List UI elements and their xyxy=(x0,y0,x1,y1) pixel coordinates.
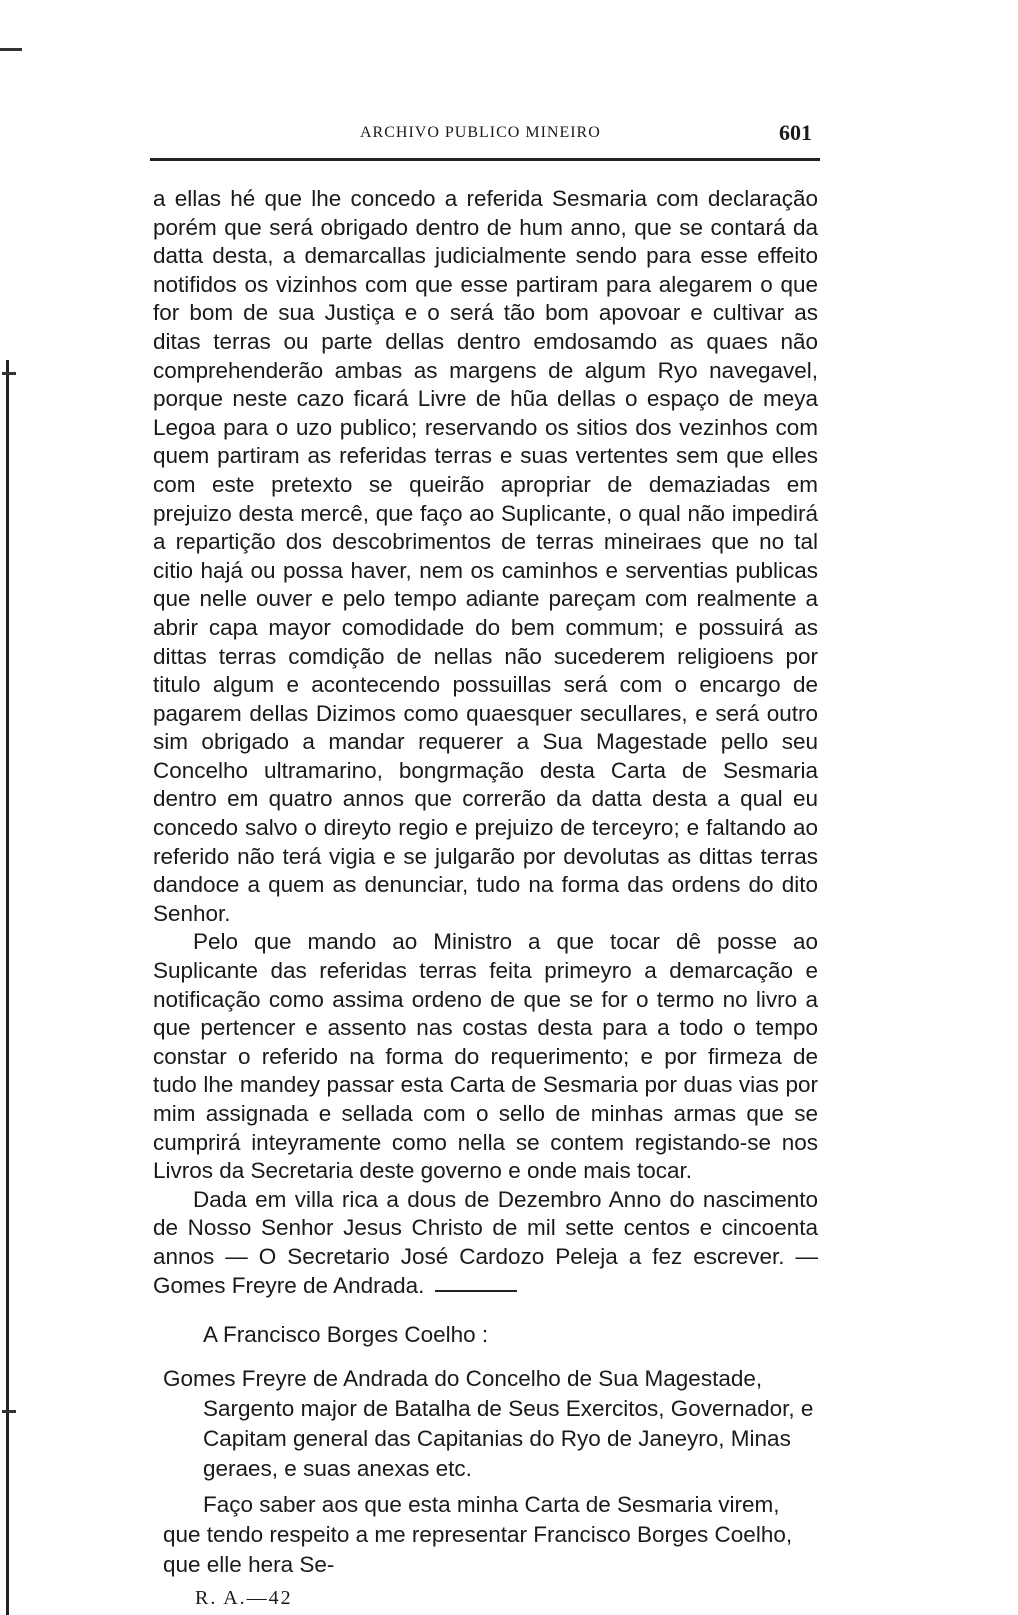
scan-edge-mark xyxy=(0,48,22,51)
paragraph: a ellas hé que lhe concedo a referida Sesmaria com declaração porém que será obrigado dentro de hum anno, que se contará da datta desta, a demarcallas judicialmente sendo para esse effeito notifidos os vizinhos com que esse partiram para alegarem o que for bom de sua Justiça e o será tão bom apovoar e cultivar as ditas terras ou parte dellas dentro emdosamdo as quaes não comprehenderão ambas as margens de algum Ryo navegavel, porque neste cazo ficará Livre de hũa dellas o espaço de meya Legoa para o uzo publico; reservando os sitios dos vezinhos com quem partiram as referidas terras e suas vertentes sem que elles com este pretexto se queirão apropriar de demaziadas em prejuizo desta mercê, que faço ao Suplicante, o qual não impedirá a repartição dos descobrimentos de terras mineiraes que no tal citio hajá ou possa haver, nem os caminhos e serventias publicas que nelle ouver e pelo tempo adiante pareçam com realmente a abrir capa mayor comodidade do bem commum; e possuirá as dittas terras comdição de nellas não sucederem religioens por titulo algum e acontecendo possuillas será com o encargo de pagarem dellas Dizimos como quaesquer secullares, e será outro sim obrigado a mandar requerer a Sua Magestade pello seu Concelho ultramarino, bongrmação desta Carta de Sesmaria dentro em quatro annos que correrão da datta desta a qual eu concedo salvo o direyto regio e prejuizo de terceyro; e faltando ao referido não terá vigia e se julgarão por devolutas as dittas terras dandoce a quem as denunciar, tudo na forma das ordens do dito Senhor. xyxy=(153,186,818,926)
letter-section xyxy=(163,1320,823,1580)
scan-edge-mark xyxy=(2,1410,16,1413)
page-header xyxy=(150,120,820,152)
header-rule xyxy=(150,158,820,161)
running-head: ARCHIVO PUBLICO MINEIRO xyxy=(360,124,601,141)
paragraph: Faço saber aos que esta minha Carta de Sesmaria virem, que tendo respeito a me representar Francisco Borges Coelho, que elle hera Se- xyxy=(163,1492,793,1577)
section-divider xyxy=(435,1290,517,1292)
scan-edge-line xyxy=(6,360,9,1615)
signature-mark: R. A.—42 xyxy=(195,1587,293,1609)
paragraph: Pelo que mando ao Ministro a que tocar dê posse ao Suplicante das referidas terras feita primeyro a demarcação e notificação como assima ordeno de que se for o termo no livro a que pertencer e assento nas costas desta para a todo o tempo constar o referido na forma do requerimento; e por firmeza de tudo lhe mandey passar esta Carta de Sesmaria por duas vias por mim assignada e sellada com o sello de minhas armas que se cumprirá inteyramente como nella se contem registando-se nos Livros da Secretaria deste governo e onde mais tocar. xyxy=(153,929,818,1184)
addressee: A Francisco Borges Coelho : xyxy=(203,1322,489,1347)
main-text xyxy=(153,185,818,1300)
scan-edge-mark xyxy=(2,372,16,375)
signer-title: Gomes Freyre de Andrada do Concelho de Sua Magestade, Sargento major de Batalha de Seus Exercitos, Governador, e Capitam general das Capitanias do Ryo de Janeyro, Minas geraes, e suas anexas etc. xyxy=(163,1366,814,1481)
paragraph: Dada em villa rica a dous de Dezembro Anno do nascimento de Nosso Senhor Jesus Christo de mil sette centos e cincoenta annos — O Secretario José Cardozo Peleja a fez escrever. — Gomes Freyre de Andrada. xyxy=(153,1186,818,1298)
page-number: 601 xyxy=(779,120,812,145)
